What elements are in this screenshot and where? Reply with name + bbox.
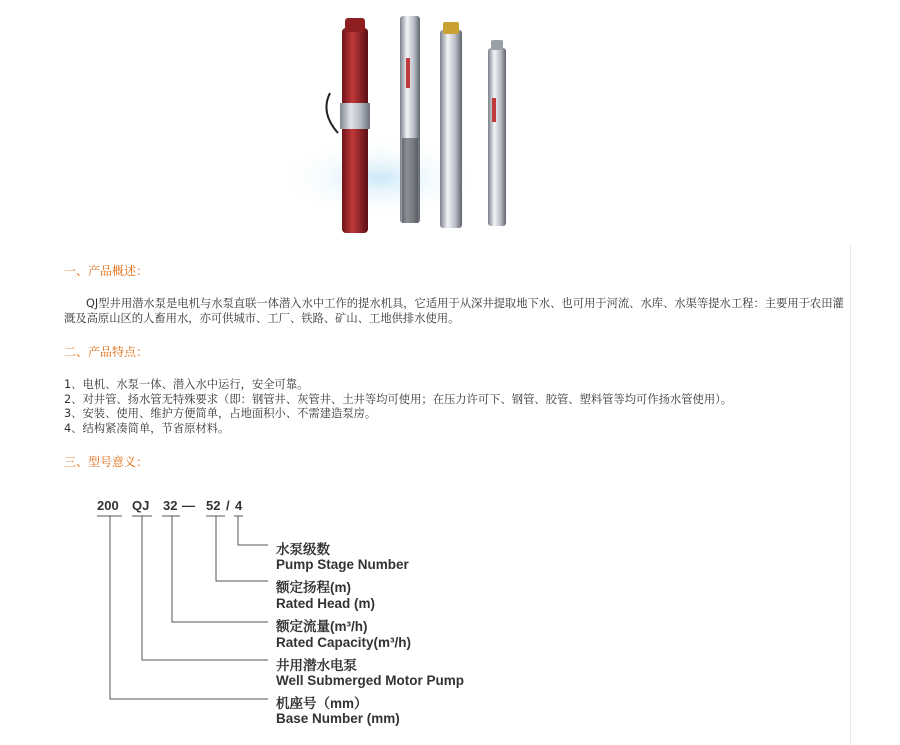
section-heading-features: 二、产品特点：	[64, 345, 149, 359]
label-base-cn: 机座号（mm）	[276, 696, 368, 711]
section-heading-model: 三、型号意义：	[64, 455, 149, 469]
model-stages: 4	[235, 498, 243, 513]
label-head-en: Rated Head (m)	[276, 596, 376, 611]
label-capacity-en: Rated Capacity(m³/h)	[276, 635, 412, 650]
model-series: QJ	[132, 498, 150, 513]
model-capacity: 32	[163, 498, 178, 513]
label-pump-en: Well Submerged Motor Pump	[276, 673, 465, 688]
label-pump-cn: 井用潜水电泵	[276, 658, 357, 673]
label-stage-cn: 水泵级数	[276, 542, 330, 557]
feature-item: 1、电机、水泵一体、潜入水中运行，安全可靠。	[64, 378, 309, 391]
model-base-number: 200	[97, 498, 119, 513]
model-head: 52	[206, 498, 221, 513]
section-heading-overview: 一、产品概述：	[64, 264, 149, 278]
feature-item: 2、对井管、扬水管无特殊要求（即：钢管井、灰管井、土井等均可使用；在压力许可下、钢管、胶管、塑料管等均可作扬水管使用）。	[64, 392, 733, 406]
label-capacity-cn: 额定流量(m³/h)	[276, 619, 368, 634]
feature-item: 3、安装、使用、维护方便简单，占地面积小、不需建造泵房。	[64, 407, 377, 420]
label-head-cn: 额定扬程(m)	[276, 580, 351, 595]
label-base-en: Base Number (mm)	[276, 711, 400, 726]
label-stage-en: Pump Stage Number	[276, 557, 409, 572]
overview-text: QJ型井用潜水泵是电机与水泵直联一体潜入水中工作的提水机具，它适用于从深井提取地下水、也可用于河流、水库、水渠等提水工程：主要用于农田灌溉及高原山区的人畜用水，亦可供城市、工厂、铁路、矿山、工地供排水使用。	[64, 297, 844, 325]
model-slash: /	[226, 498, 230, 513]
model-dash: —	[182, 498, 195, 513]
feature-item: 4、结构紧凑简单，节省原材料。	[64, 421, 230, 435]
